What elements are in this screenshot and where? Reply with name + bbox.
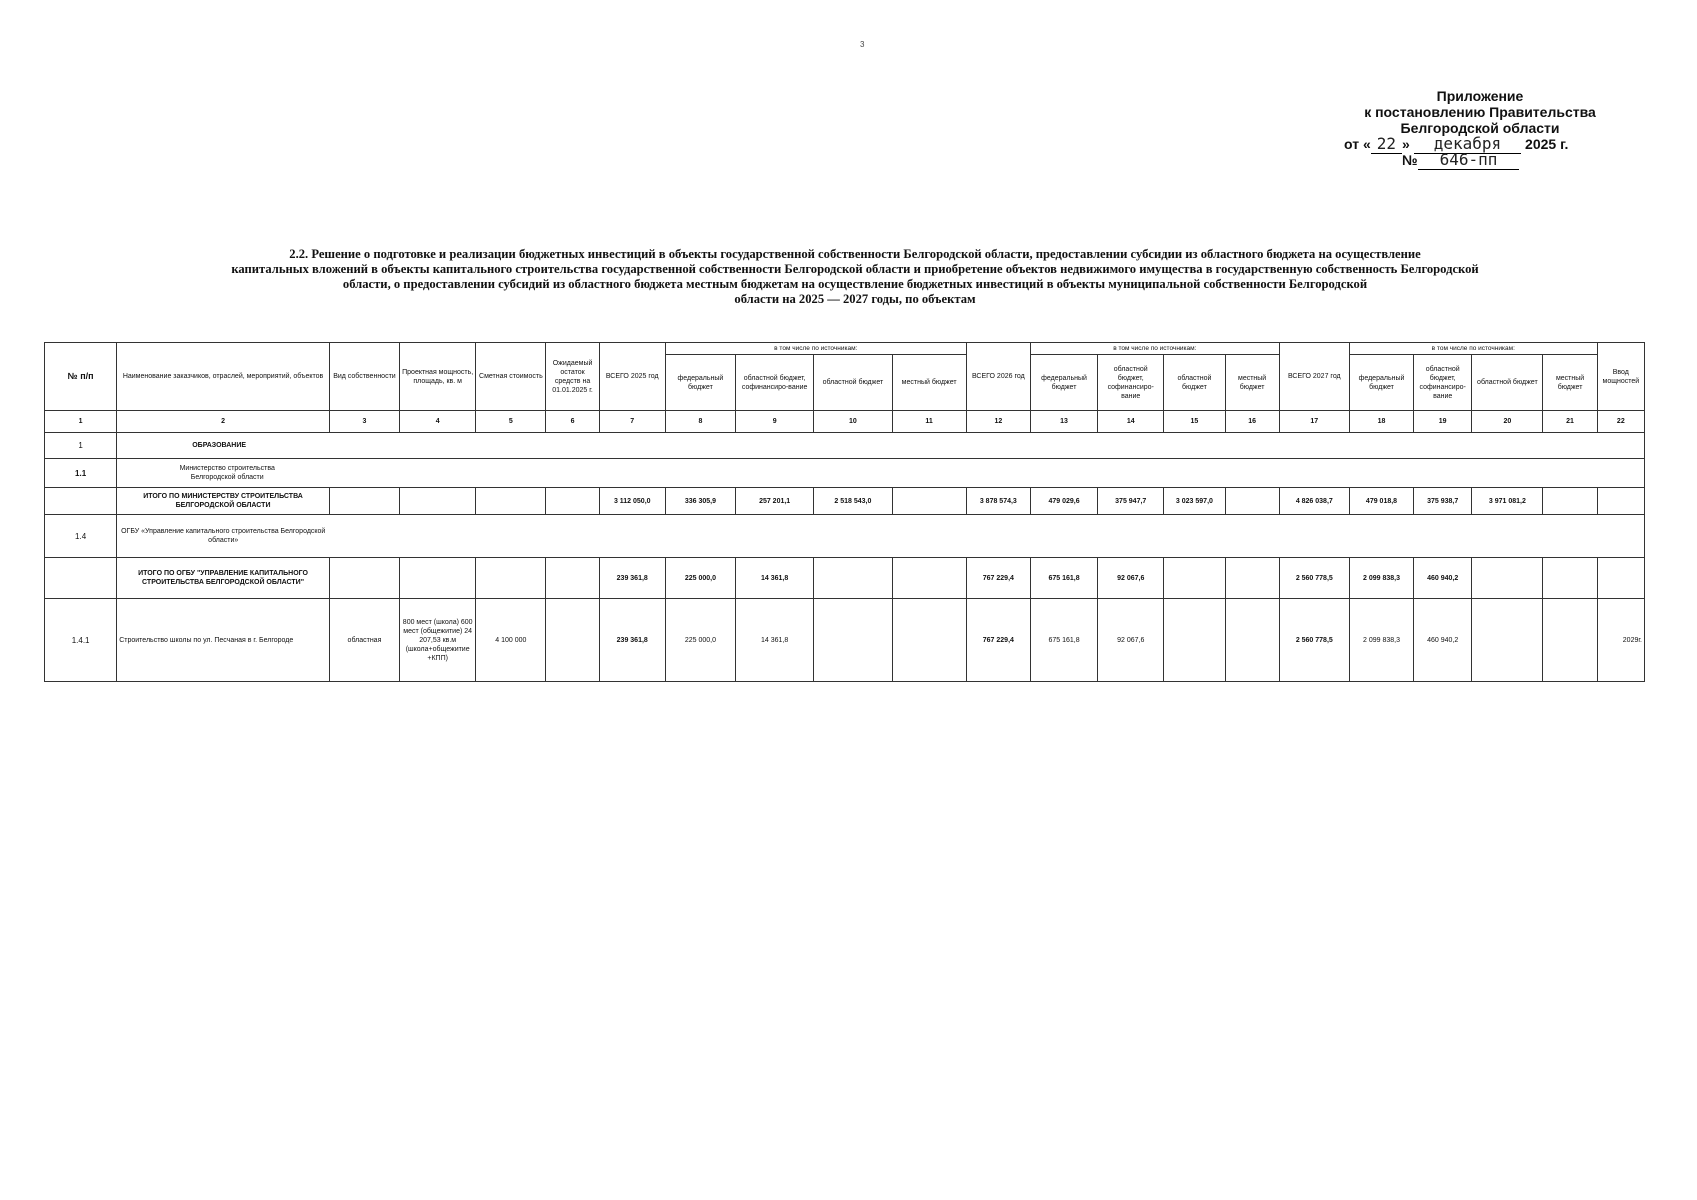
table-row-ministry	[45, 459, 1645, 488]
document-title	[120, 247, 1590, 307]
cell: 336 305,9	[665, 488, 735, 515]
header-regional-cofin: областной бюджет, софинансиро-вание	[1098, 355, 1164, 411]
cell: 239 361,8	[599, 558, 665, 599]
cell	[1225, 599, 1279, 682]
cell: 257 201,1	[736, 488, 814, 515]
cell: 4 826 038,7	[1279, 488, 1349, 515]
table-row-object	[45, 599, 1645, 682]
date-day: 22	[1371, 134, 1402, 154]
title-line: области, о предоставлении субсидий из областного бюджета местным бюджетам на осуществление бюджетных инвестиций в объекты муниципальной собственности Белгородской	[342, 277, 1368, 291]
organization-name-text: ОГБУ «Управление капитального строительства Белгородской области»	[121, 528, 326, 544]
cell: ИТОГО ПО МИНИСТЕРСТВУ СТРОИТЕЛЬСТВА БЕЛГОРОДСКОЙ ОБЛАСТИ	[117, 488, 330, 515]
date-year: 2025 г.	[1525, 136, 1569, 152]
cell	[1164, 599, 1225, 682]
header-remainder: Ожидаемый остаток средств на 01.01.2025 г.	[546, 343, 599, 411]
appendix-block	[1330, 88, 1630, 168]
title-line: области на 2025 — 2027 годы, по объектам	[734, 292, 976, 306]
cell: 225 000,0	[665, 558, 735, 599]
appendix-line2: к постановлению Правительства	[1364, 104, 1596, 120]
cell	[329, 488, 399, 515]
column-number: 4	[400, 411, 476, 433]
table-row-section-education	[45, 433, 1645, 459]
row-number: 1.4	[45, 515, 117, 558]
header-sources-2027: в том числе по источникам:	[1349, 343, 1597, 355]
row-number: 1.1	[45, 459, 117, 488]
column-number: 7	[599, 411, 665, 433]
cell	[892, 558, 966, 599]
cell	[814, 599, 892, 682]
date-month: декабря	[1414, 134, 1521, 154]
cell	[546, 558, 599, 599]
organization-name	[117, 459, 1645, 488]
cell: 2 560 778,5	[1279, 558, 1349, 599]
cell	[892, 488, 966, 515]
column-number: 16	[1225, 411, 1279, 433]
appendix-number	[1330, 152, 1630, 168]
cell	[1225, 558, 1279, 599]
column-number: 22	[1597, 411, 1644, 433]
cell: 3 112 050,0	[599, 488, 665, 515]
header-federal: федеральный бюджет	[1030, 355, 1097, 411]
cell: 3 971 081,2	[1472, 488, 1543, 515]
appendix-line3: Белгородской области	[1400, 120, 1560, 136]
column-number: 6	[546, 411, 599, 433]
table-row-ogbu	[45, 515, 1645, 558]
title-line: капитальных вложений в объекты капитального строительства государственной собственности Белгородской области и приобретение объектов недвижимого имущества в государственную собственность Белгородской	[231, 262, 1479, 276]
header-local: местный бюджет	[1543, 355, 1597, 411]
cell: 14 361,8	[736, 558, 814, 599]
cell: 3 023 597,0	[1164, 488, 1225, 515]
header-regional-cofin: областной бюджет, софинансиро-вание	[1414, 355, 1472, 411]
column-number: 5	[476, 411, 546, 433]
number-value: 646-пп	[1418, 150, 1520, 170]
header-total-2027: ВСЕГО 2027 год	[1279, 343, 1349, 411]
object-name: Строительство школы по ул. Песчаная в г. Белгороде	[117, 599, 330, 682]
cell	[546, 599, 599, 682]
cell	[45, 488, 117, 515]
cell: 92 067,6	[1098, 599, 1164, 682]
header-regional: областной бюджет	[1472, 355, 1543, 411]
cell: 767 229,4	[966, 558, 1030, 599]
column-number: 17	[1279, 411, 1349, 433]
header-federal: федеральный бюджет	[665, 355, 735, 411]
date-prefix: от «	[1344, 136, 1371, 152]
cell	[1472, 599, 1543, 682]
cell	[400, 488, 476, 515]
date-mid: »	[1402, 136, 1410, 152]
header-regional: областной бюджет	[1164, 355, 1225, 411]
cell	[476, 558, 546, 599]
page-number: 3	[860, 40, 865, 49]
cell: 375 938,7	[1414, 488, 1472, 515]
column-number: 11	[892, 411, 966, 433]
column-number-row	[45, 411, 1645, 433]
section-title: ОБРАЗОВАНИЕ	[117, 433, 1645, 459]
cell: 3 878 574,3	[966, 488, 1030, 515]
column-number: 19	[1414, 411, 1472, 433]
number-prefix: №	[1402, 152, 1418, 168]
cell	[1597, 488, 1644, 515]
header-capacity: Проектная мощность, площадь, кв. м	[400, 343, 476, 411]
header-name: Наименование заказчиков, отраслей, мероприятий, объектов	[117, 343, 330, 411]
column-number: 3	[329, 411, 399, 433]
estimate-cost: 4 100 000	[476, 599, 546, 682]
cell: 479 029,6	[1030, 488, 1097, 515]
cell	[1597, 558, 1644, 599]
cell	[400, 558, 476, 599]
header-federal: федеральный бюджет	[1349, 355, 1413, 411]
cell	[546, 488, 599, 515]
column-number: 13	[1030, 411, 1097, 433]
cell	[1543, 558, 1597, 599]
cell	[1164, 558, 1225, 599]
cell: ИТОГО ПО ОГБУ "УПРАВЛЕНИЕ КАПИТАЛЬНОГО СТРОИТЕЛЬСТВА БЕЛГОРОДСКОЙ ОБЛАСТИ"	[117, 558, 330, 599]
header-ownership: Вид собственности	[329, 343, 399, 411]
column-number: 14	[1098, 411, 1164, 433]
header-regional: областной бюджет	[814, 355, 892, 411]
cell	[1225, 488, 1279, 515]
header-regional-cofin: областной бюджет, софинансиро-вание	[736, 355, 814, 411]
column-number: 1	[45, 411, 117, 433]
budget-table	[44, 342, 1645, 682]
ownership-type: областная	[329, 599, 399, 682]
cell: 239 361,8	[599, 599, 665, 682]
header-total-2025: ВСЕГО 2025 год	[599, 343, 665, 411]
table-row-ogbu-total	[45, 558, 1645, 599]
column-number: 20	[1472, 411, 1543, 433]
column-number: 21	[1543, 411, 1597, 433]
cell	[1543, 599, 1597, 682]
header-local: местный бюджет	[892, 355, 966, 411]
column-number: 12	[966, 411, 1030, 433]
table-row-ministry-total	[45, 488, 1645, 515]
cell: 460 940,2	[1414, 558, 1472, 599]
project-capacity: 800 мест (школа) 600 мест (общежитие) 24 207,53 кв.м (школа+общежитие +КПП)	[400, 599, 476, 682]
row-number: 1.4.1	[45, 599, 117, 682]
cell: 675 161,8	[1030, 558, 1097, 599]
header-commissioning: Ввод мощностей	[1597, 343, 1644, 411]
cell: 225 000,0	[665, 599, 735, 682]
cell: 675 161,8	[1030, 599, 1097, 682]
cell: 767 229,4	[966, 599, 1030, 682]
header-num: № п/п	[45, 343, 117, 411]
column-number: 2	[117, 411, 330, 433]
cell	[329, 558, 399, 599]
cell: 375 947,7	[1098, 488, 1164, 515]
header-sources-2025: в том числе по источникам:	[665, 343, 966, 355]
cell: 2 560 778,5	[1279, 599, 1349, 682]
cell	[1472, 558, 1543, 599]
title-line: 2.2. Решение о подготовке и реализации бюджетных инвестиций в объекты государственной собственности Белгородской области, предоставлении субсидии из областного бюджета на осуществление	[289, 247, 1421, 261]
cell: 2 099 838,3	[1349, 558, 1413, 599]
cell: 2 518 543,0	[814, 488, 892, 515]
cell	[814, 558, 892, 599]
column-number: 10	[814, 411, 892, 433]
column-number: 9	[736, 411, 814, 433]
header-sources-2026: в том числе по источникам:	[1030, 343, 1279, 355]
organization-name-text: Министерство строительства Белгородской области	[179, 465, 275, 481]
header-estimate: Сметная стоимость	[476, 343, 546, 411]
column-number: 15	[1164, 411, 1225, 433]
organization-name	[117, 515, 1645, 558]
commissioning-year: 2029г.	[1597, 599, 1644, 682]
cell	[45, 558, 117, 599]
cell: 14 361,8	[736, 599, 814, 682]
row-number: 1	[45, 433, 117, 459]
cell	[1543, 488, 1597, 515]
cell	[892, 599, 966, 682]
header-total-2026: ВСЕГО 2026 год	[966, 343, 1030, 411]
cell: 460 940,2	[1414, 599, 1472, 682]
column-number: 8	[665, 411, 735, 433]
cell	[476, 488, 546, 515]
cell: 2 099 838,3	[1349, 599, 1413, 682]
cell: 479 018,8	[1349, 488, 1413, 515]
column-number: 18	[1349, 411, 1413, 433]
appendix-title: Приложение	[1436, 88, 1524, 104]
cell: 92 067,6	[1098, 558, 1164, 599]
header-local: местный бюджет	[1225, 355, 1279, 411]
